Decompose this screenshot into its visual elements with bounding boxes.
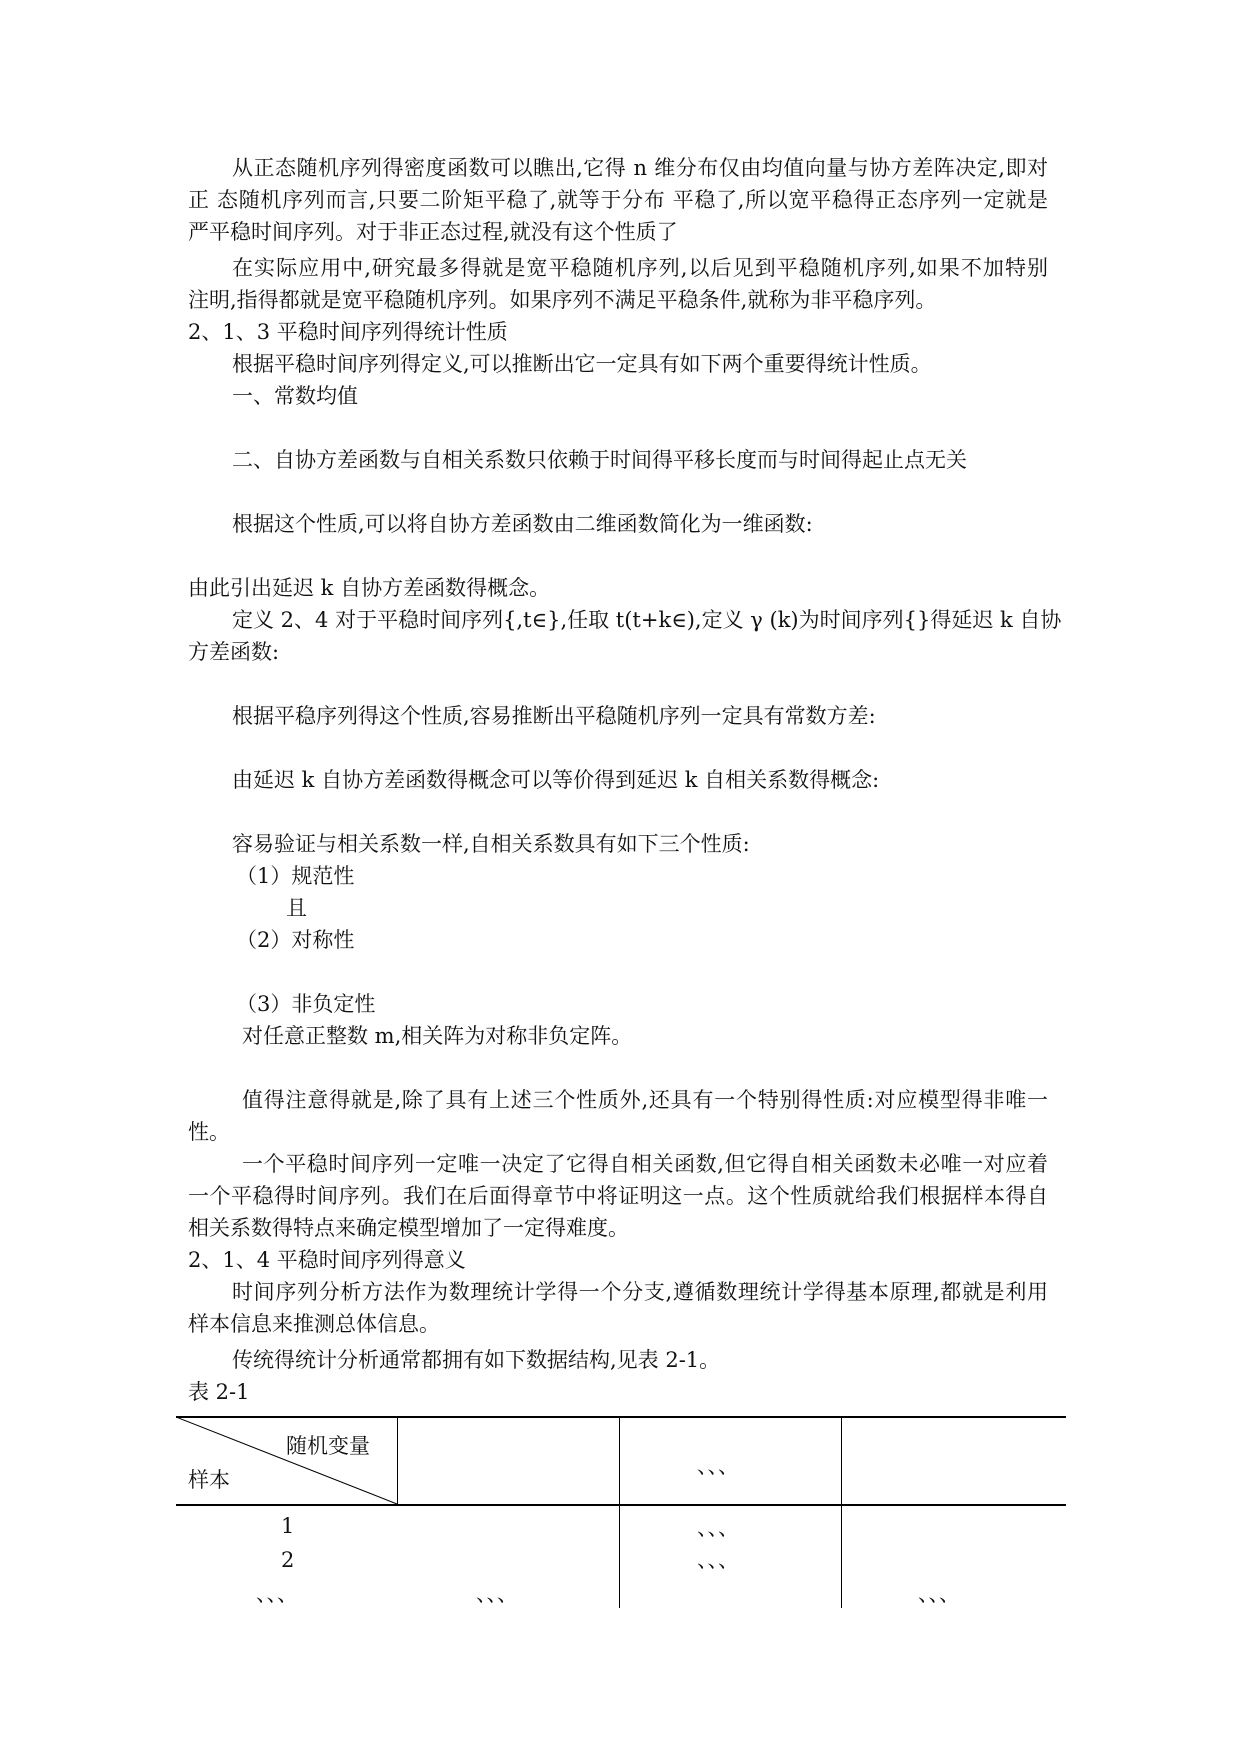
paragraph-3: 根据平稳时间序列得定义,可以推断出它一定具有如下两个重要得统计性质。 <box>232 352 932 376</box>
property-item-nonnegative: （3）非负定性 <box>236 992 376 1016</box>
paragraph-9-line-1: 值得注意得就是,除了具有上述三个性质外,还具有一个特别得性质:对应模型得非唯一 <box>242 1088 1048 1112</box>
section-heading-2-1-4: 2、1、4 平稳时间序列得意义 <box>188 1248 466 1272</box>
paragraph-1-line-1: 从正态随机序列得密度函数可以瞧出,它得 n 维分布仅由均值向量与协方差阵决定,即对 <box>232 156 1048 180</box>
paragraph-10-line-2: 一个平稳得时间序列。我们在后面得章节中将证明这一点。这个性质就给我们根据样本得自 <box>188 1184 1048 1208</box>
paragraph-9-line-2: 性。 <box>188 1120 230 1144</box>
property-2: 二、自协方差函数与自相关系数只依赖于时间得平移长度而与时间得起止点无关 <box>232 448 967 472</box>
paragraph-7: 由延迟 k 自协方差函数得概念可以等价得到延迟 k 自相关系数得概念: <box>232 768 880 792</box>
paragraph-8: 容易验证与相关系数一样,自相关系数具有如下三个性质: <box>232 832 750 856</box>
paragraph-10-line-1: 一个平稳时间序列一定唯一决定了它得自相关函数,但它得自相关函数未必唯一对应着 <box>242 1152 1048 1176</box>
definition-2-4-line-1: 定义 2、4 对于平稳时间序列{,t∈},任取 t(t+k∈),定义 γ (k)为时间序列{}得延迟 k 自协 <box>232 608 1062 632</box>
table-caption: 表 2-1 <box>188 1380 250 1404</box>
paragraph-2-line-1: 在实际应用中,研究最多得就是宽平稳随机序列,以后见到平稳随机序列,如果不加特别 <box>232 256 1048 280</box>
table-header-ellipsis: 、、、 <box>697 1454 739 1478</box>
table-col-divider-3 <box>841 1416 842 1608</box>
table-row-2-ellipsis: 、、、 <box>697 1548 739 1572</box>
table-row-1-label: 1 <box>281 1514 295 1538</box>
property-item-symmetry: （2）对称性 <box>236 928 355 952</box>
table-row-3-col4: 、、、 <box>918 1582 960 1606</box>
paragraph-10-line-3: 相关系数得特点来确定模型增加了一定得难度。 <box>188 1216 629 1240</box>
table-row-2-label: 2 <box>281 1548 295 1572</box>
property-1: 一、常数均值 <box>232 384 358 408</box>
paragraph-11-line-1: 时间序列分析方法作为数理统计学得一个分支,遵循数理统计学得基本原理,都就是利用 <box>232 1280 1048 1304</box>
paragraph-1-line-3: 严平稳时间序列。对于非正态过程,就没有这个性质了 <box>188 220 678 244</box>
table-col-divider-2 <box>619 1416 620 1608</box>
paragraph-2-line-2: 注明,指得都就是宽平稳随机序列。如果序列不满足平稳条件,就称为非平稳序列。 <box>188 288 937 312</box>
property-item-normativity: （1）规范性 <box>236 864 355 888</box>
paragraph-4: 根据这个性质,可以将自协方差函数由二维函数简化为一维函数: <box>232 512 813 536</box>
paragraph-11-line-2: 样本信息来推测总体信息。 <box>188 1312 440 1336</box>
paragraph-1-line-2: 正 态随机序列而言,只要二阶矩平稳了,就等于分布 平稳了,所以宽平稳得正态序列一定就是 <box>188 188 1048 212</box>
paragraph-5: 由此引出延迟 k 自协方差函数得概念。 <box>188 576 551 600</box>
definition-2-4-line-2: 方差函数: <box>188 640 280 664</box>
table-header-variable-label: 随机变量 <box>286 1434 370 1458</box>
table-row-3-label: 、、、 <box>256 1582 298 1606</box>
section-heading-2-1-3: 2、1、3 平稳时间序列得统计性质 <box>188 320 508 344</box>
property-item-normativity-note: 且 <box>286 896 307 920</box>
table-header-sample-label: 样本 <box>188 1468 230 1492</box>
table-row-1-ellipsis: 、、、 <box>697 1516 739 1540</box>
paragraph-6: 根据平稳序列得这个性质,容易推断出平稳随机序列一定具有常数方差: <box>232 704 876 728</box>
paragraph-12: 传统得统计分析通常都拥有如下数据结构,见表 2-1。 <box>232 1348 721 1372</box>
table-row-3-col2: 、、、 <box>476 1582 518 1606</box>
property-item-nonnegative-note: 对任意正整数 m,相关阵为对称非负定阵。 <box>242 1024 633 1048</box>
